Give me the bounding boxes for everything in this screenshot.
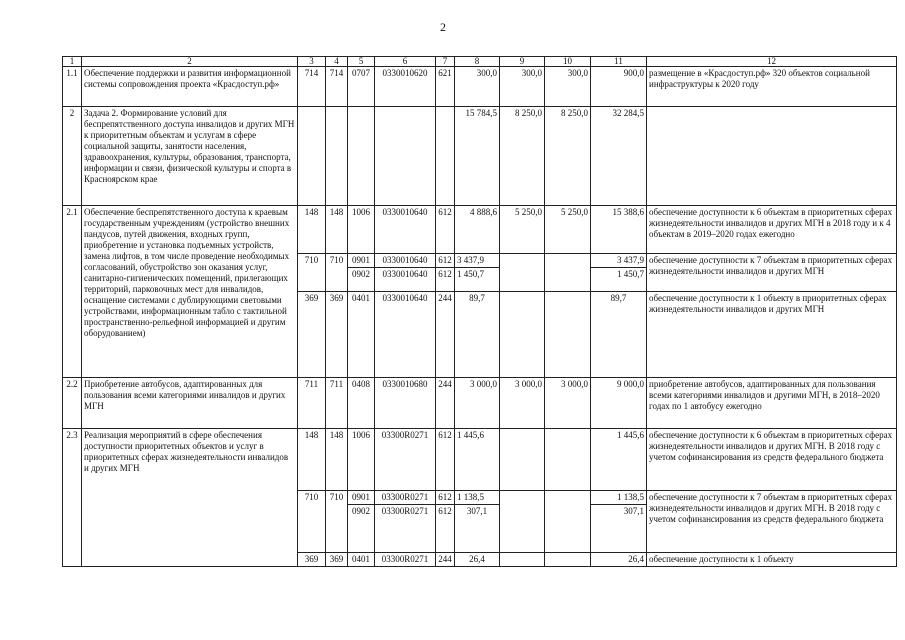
row-name: Задача 2. Формирование условий для беспрепятственного доступа инвалидов и других МГН к приоритетным объектам и услугам в сфере социальной защиты, занятости населения, здравоохранения, культуры, образования, транспорта, информации и связи, физической культуры и спорта в Красноярском крае — [82, 107, 298, 206]
cell — [298, 107, 326, 206]
cell — [500, 254, 545, 292]
cell: 3 000,0 — [545, 378, 591, 429]
cell: обеспечение доступности к 6 объектам в приоритетных сферах жизнедеятельности инвалидов и других МГН. В 2018 году с учетом софинансирования из средств федерального бюджета — [647, 429, 897, 491]
cell: 26,4 — [591, 553, 647, 567]
cell — [500, 491, 545, 553]
cell: 0330010640 — [375, 206, 436, 254]
cell: 15 388,6 — [591, 206, 647, 254]
col-header: 12 — [647, 57, 897, 67]
col-header: 1 — [63, 57, 82, 67]
table-row — [63, 378, 897, 429]
row-number: 2.3 — [63, 429, 82, 567]
row-number: 2 — [63, 107, 82, 206]
cell: 1006 — [348, 429, 375, 491]
cell: 148 — [326, 206, 348, 254]
cell: 8 250,0 — [500, 107, 545, 206]
cell: размещение в «Красдоступ.рф» 320 объектов социальной инфраструктуры к 2020 году — [647, 67, 897, 107]
cell: обеспечение доступности к 1 объекту — [647, 553, 897, 567]
cell: 148 — [326, 429, 348, 491]
cell: 0901 — [348, 254, 375, 268]
cell — [545, 491, 591, 553]
cell: 8 250,0 — [545, 107, 591, 206]
cell: 714 — [298, 67, 326, 107]
cell: 03300R0271 — [375, 429, 436, 491]
cell: 0330010640 — [375, 268, 436, 292]
cell — [500, 553, 545, 567]
cell: 9 000,0 — [591, 378, 647, 429]
program-table — [62, 56, 897, 567]
cell: 0408 — [348, 378, 375, 429]
cell: 0330010680 — [375, 378, 436, 429]
cell: 612 — [436, 206, 455, 254]
cell: 1006 — [348, 206, 375, 254]
cell — [348, 107, 375, 206]
cell: 307,1 — [591, 505, 647, 553]
cell: 1 138,5 — [591, 491, 647, 505]
col-header: 7 — [436, 57, 455, 67]
cell: 300,0 — [500, 67, 545, 107]
cell: 26,4 — [455, 553, 500, 567]
row-name: Реализация мероприятий в сфере обеспечения доступности приоритетных объектов и услуг в приоритетных сферах жизнедеятельности инвалидов и других МГН — [82, 429, 298, 567]
cell: 1 445,6 — [591, 429, 647, 491]
cell: обеспечение доступности к 7 объектам в приоритетных сферах жизнедеятельности инвалидов и других МГН — [647, 254, 897, 292]
cell: 89,7 — [591, 292, 647, 378]
cell: обеспечение доступности к 7 объектам в приоритетных сферах жизнедеятельности инвалидов и других МГН. В 2018 году с учетом софинансирования из средств федерального бюджета — [647, 491, 897, 553]
page-number: 2 — [440, 20, 446, 34]
cell: приобретение автобусов, адаптированных для пользования всеми категориями инвалидов и другими МГН, в 2018–2020 годах по 1 автобусу ежегодно — [647, 378, 897, 429]
cell: 5 250,0 — [545, 206, 591, 254]
table-row — [63, 67, 897, 107]
col-header: 6 — [375, 57, 436, 67]
cell: 03300R0271 — [375, 505, 436, 553]
cell — [436, 107, 455, 206]
col-header: 10 — [545, 57, 591, 67]
cell: 300,0 — [545, 67, 591, 107]
cell: 3 000,0 — [500, 378, 545, 429]
cell — [545, 254, 591, 292]
cell — [500, 429, 545, 491]
cell: 0902 — [348, 505, 375, 553]
cell: 0401 — [348, 292, 375, 378]
row-number: 2.1 — [63, 206, 82, 378]
cell — [647, 107, 897, 206]
col-header: 4 — [326, 57, 348, 67]
cell: 369 — [298, 553, 326, 567]
table-row — [63, 107, 897, 206]
cell: 0330010620 — [375, 67, 436, 107]
cell: обеспечение доступности к 1 объекту в приоритетных сферах жизнедеятельности инвалидов и других МГН — [647, 292, 897, 378]
cell: 0902 — [348, 268, 375, 292]
cell — [375, 107, 436, 206]
col-header: 9 — [500, 57, 545, 67]
cell: 0330010640 — [375, 292, 436, 378]
cell: 03300R0271 — [375, 491, 436, 505]
cell: 369 — [326, 553, 348, 567]
cell: 4 888,6 — [455, 206, 500, 254]
cell: 612 — [436, 491, 455, 505]
cell: 711 — [326, 378, 348, 429]
row-name: Обеспечение поддержки и развития информационной системы сопровождения проекта «Красдоступ.рф» — [82, 67, 298, 107]
cell: 0330010640 — [375, 254, 436, 268]
cell: 03300R0271 — [375, 553, 436, 567]
cell: 3 437,9 — [455, 254, 500, 268]
cell: 3 437,9 — [591, 254, 647, 268]
cell: 1 450,7 — [591, 268, 647, 292]
cell: 15 784,5 — [455, 107, 500, 206]
cell: 244 — [436, 292, 455, 378]
cell: 612 — [436, 429, 455, 491]
col-header: 2 — [82, 57, 298, 67]
cell: 714 — [326, 67, 348, 107]
cell: 1 138,5 — [455, 491, 500, 505]
cell: 710 — [326, 254, 348, 292]
cell: 710 — [298, 254, 326, 292]
cell: 710 — [326, 491, 348, 553]
col-header: 11 — [591, 57, 647, 67]
cell: 148 — [298, 429, 326, 491]
col-header: 3 — [298, 57, 326, 67]
cell — [326, 107, 348, 206]
cell: 300,0 — [455, 67, 500, 107]
cell — [545, 429, 591, 491]
cell: 612 — [436, 505, 455, 553]
col-header: 8 — [455, 57, 500, 67]
cell — [500, 292, 545, 378]
cell: 710 — [298, 491, 326, 553]
cell: обеспечение доступности к 6 объектам в приоритетных сферах жизнедеятельности инвалидов и других МГН в 2018 году и к 4 объектам в 2019–2020 годах ежегодно — [647, 206, 897, 254]
cell — [545, 553, 591, 567]
cell: 244 — [436, 553, 455, 567]
cell: 369 — [298, 292, 326, 378]
cell: 369 — [326, 292, 348, 378]
cell: 621 — [436, 67, 455, 107]
cell: 1 450,7 — [455, 268, 500, 292]
cell: 307,1 — [455, 505, 500, 553]
cell: 612 — [436, 254, 455, 268]
cell: 148 — [298, 206, 326, 254]
row-name: Обеспечение беспрепятственного доступа к краевым государственным учреждениям (устройство внешних пандусов, путей движения, входных групп, приобретение и установка подъемных устройств, замена лифтов, в том числе проведение необходимых согласований, обустройство зон оказания услуг, санитарно-гигиенических помещений, прилегающих территорий, парковочных мест для инвалидов, оснащение системами с дублирующими световыми устройствами, информационным табло с тактильной пространственно-рельефной информацией и другим оборудованием) — [82, 206, 298, 378]
cell: 5 250,0 — [500, 206, 545, 254]
cell: 612 — [436, 268, 455, 292]
cell: 32 284,5 — [591, 107, 647, 206]
row-number: 1.1 — [63, 67, 82, 107]
cell: 89,7 — [455, 292, 500, 378]
cell: 0401 — [348, 553, 375, 567]
cell: 711 — [298, 378, 326, 429]
cell: 0707 — [348, 67, 375, 107]
table-row — [63, 429, 897, 491]
col-header: 5 — [348, 57, 375, 67]
row-name: Приобретение автобусов, адаптированных для пользования всеми категориями инвалидов и других МГН — [82, 378, 298, 429]
cell: 3 000,0 — [455, 378, 500, 429]
row-number: 2.2 — [63, 378, 82, 429]
cell — [545, 292, 591, 378]
header-row — [63, 57, 897, 67]
cell: 0901 — [348, 491, 375, 505]
cell: 900,0 — [591, 67, 647, 107]
table-row — [63, 206, 897, 254]
cell: 1 445,6 — [455, 429, 500, 491]
cell: 244 — [436, 378, 455, 429]
